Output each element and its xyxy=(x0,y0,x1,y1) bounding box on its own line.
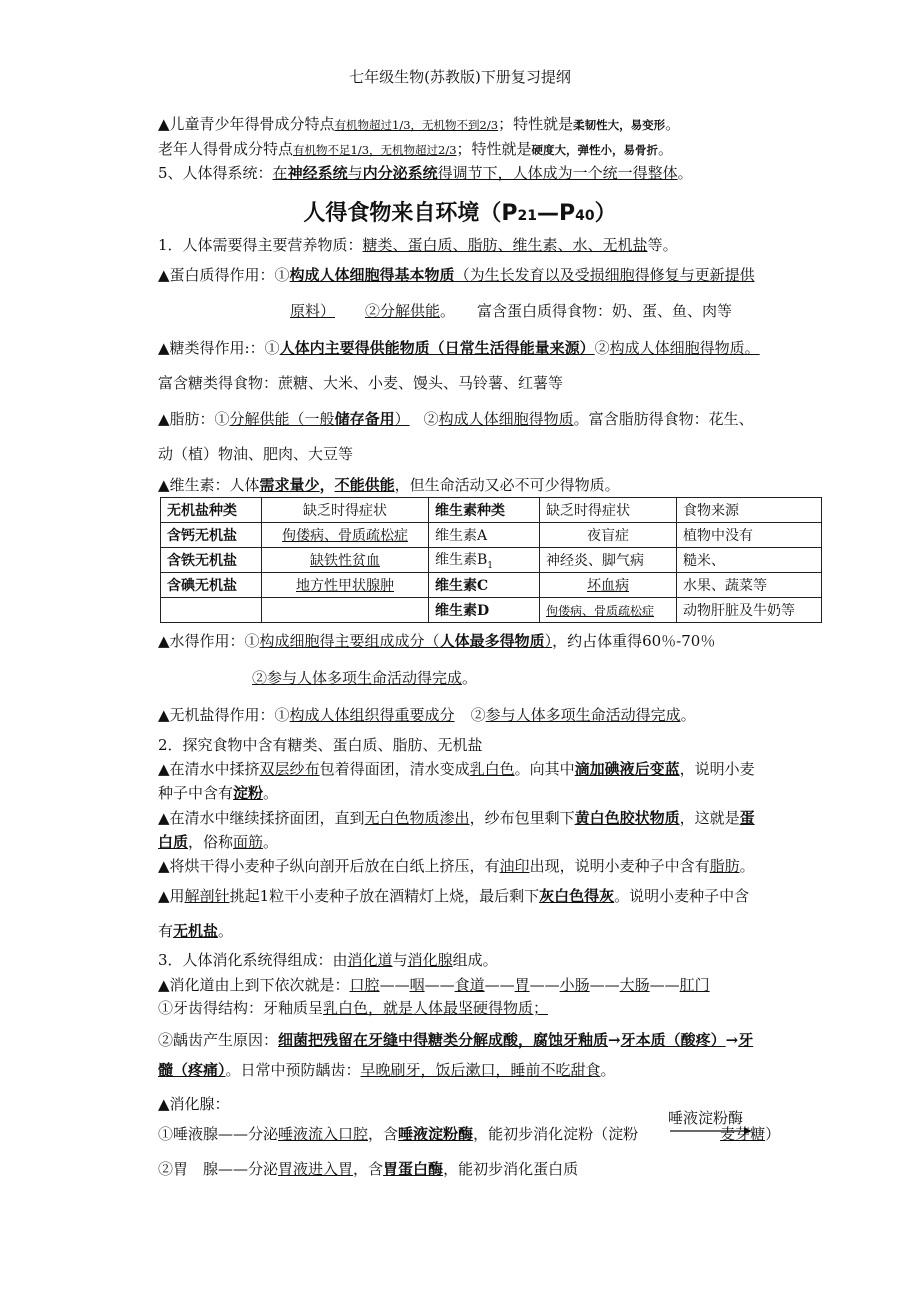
pepsin: 胃蛋白酶 xyxy=(383,1160,444,1178)
text: ▲蛋白质得作用：① xyxy=(158,266,290,284)
dissecting-needle: 解剖针 xyxy=(184,887,230,905)
table-cell: 坏血病 xyxy=(540,573,677,598)
text: ，说明小麦 xyxy=(679,760,755,778)
arrow: → xyxy=(725,1031,739,1049)
table-cell xyxy=(161,598,262,623)
tract-organ: 食道 xyxy=(454,976,485,994)
tract-line xyxy=(158,975,710,995)
text: 与 xyxy=(392,951,408,969)
fat-foods-line xyxy=(158,444,353,464)
text: 无白色物质渗出 xyxy=(364,809,470,827)
text: 。 xyxy=(462,669,478,687)
protein-line-2 xyxy=(290,301,732,321)
experiment-fat-line xyxy=(158,856,755,876)
text: 。向其中 xyxy=(514,760,575,778)
table-row xyxy=(161,523,822,548)
page-header: 七年级生物(苏教版)下册复习提纲 xyxy=(349,68,571,86)
vitamin-need: 需求量少 xyxy=(259,476,320,494)
text: 3．人体消化系统得组成：由 xyxy=(158,951,348,969)
text: ▲糖类得作用:：① xyxy=(158,339,280,357)
fat-storage: 储存备用 xyxy=(334,410,395,428)
text: ▲维生素：人体 xyxy=(158,476,260,494)
text: ，俗称 xyxy=(188,833,234,851)
tract-organ: 肛门 xyxy=(679,976,710,994)
gluten-substance: 黄白色胶状物质 xyxy=(574,809,680,827)
title-text: ） xyxy=(594,201,617,226)
text: 。 xyxy=(218,922,234,940)
maltose: 麦芽糖 xyxy=(720,1125,766,1143)
old-bone-composition: 有机物不足1/3，无机物超过2/3 xyxy=(293,143,457,157)
text: ▲用 xyxy=(158,887,185,905)
text: ② xyxy=(470,706,486,724)
gluten: 面筋 xyxy=(233,833,264,851)
table-header: 无机盐种类 xyxy=(161,498,262,523)
arrow: → xyxy=(608,1031,621,1049)
sugar-foods-line xyxy=(158,373,563,393)
separator: —— xyxy=(484,976,515,994)
protein-role-2: ②分解供能 xyxy=(365,302,441,320)
separator: —— xyxy=(529,976,560,994)
text: ▲水得作用：① xyxy=(158,632,260,650)
text: ） xyxy=(544,632,553,650)
tract-organ: 大肠 xyxy=(619,976,650,994)
vitamin-b-label: 维生素B xyxy=(435,552,488,569)
digestion-title xyxy=(158,950,498,970)
inorganic-salt: 无机盐 xyxy=(173,922,219,940)
text: ， xyxy=(319,476,335,494)
table-cell: 动物肝脏及牛奶等 xyxy=(677,598,822,623)
saliva-line xyxy=(158,1124,780,1144)
old-bone-trait: 硬度大，弹性小，易骨折 xyxy=(531,143,659,157)
text: 。富含脂肪得食物：花生、 xyxy=(573,410,754,428)
text: ，能初步消化蛋白质 xyxy=(443,1160,579,1178)
subscript: 1 xyxy=(487,560,494,571)
table-cell xyxy=(429,548,540,573)
separator: —— xyxy=(424,976,455,994)
text: ；特性就是 xyxy=(456,140,532,158)
text: 。 xyxy=(600,1061,616,1079)
table-cell xyxy=(262,598,429,623)
experiment-starch-line xyxy=(158,759,755,779)
table-header: 缺乏时得症状 xyxy=(262,498,429,523)
table-cell: 植物中没有 xyxy=(677,523,822,548)
water-role-2: ②参与人体多项生命活动得完成 xyxy=(252,669,463,687)
digestive-gland: 消化腺 xyxy=(407,951,453,969)
text: ▲在清水中揉挤 xyxy=(158,760,260,778)
nutrient-list: 糖类、蛋白质、脂肪、维生素、水、无机盐 xyxy=(362,236,648,254)
text: 乳白色 xyxy=(469,760,515,778)
dentin: 牙本质（酸疼） xyxy=(620,1031,726,1049)
protein-role: 构成人体细胞得基本物质 xyxy=(289,266,455,284)
text: ，含 xyxy=(368,1125,399,1143)
digestive-tract: 消化道 xyxy=(347,951,393,969)
sugar-foods: 富含糖类得食物：蔗糖、大米、小麦、馒头、马铃薯、红薯等 xyxy=(158,374,564,392)
text: 与 xyxy=(347,164,363,182)
table-cell: 缺铁性贫血 xyxy=(262,548,429,573)
text: 。日常中预防龋齿： xyxy=(225,1061,361,1079)
water-most: 人体最多得物质 xyxy=(439,632,545,650)
experiment-salt-line xyxy=(158,886,749,906)
table-header: 维生素种类 xyxy=(429,498,540,523)
experiment-starch-line-2 xyxy=(158,783,278,803)
text: 种子中含有 xyxy=(158,784,234,802)
experiment-protein-line xyxy=(158,808,755,828)
text: ▲在清水中继续揉挤面团，直到 xyxy=(158,809,365,827)
text: 有 xyxy=(158,922,174,940)
fat: 脂肪 xyxy=(709,857,740,875)
table-header: 缺乏时得症状 xyxy=(540,498,677,523)
table-cell: 维生素C xyxy=(429,573,540,598)
text: 。 xyxy=(658,140,674,158)
water-percent: ，约占体重得60％-70％ xyxy=(552,632,716,650)
text: ② xyxy=(594,339,610,357)
text: ▲儿童青少年得骨成分特点 xyxy=(158,115,335,133)
nervous-system: 神经系统 xyxy=(287,164,348,182)
table-cell: 夜盲症 xyxy=(540,523,677,548)
youth-bone-line xyxy=(158,114,680,135)
table-cell: 地方性甲状腺肿 xyxy=(262,573,429,598)
text: 组成。 xyxy=(452,951,498,969)
text: 5、人体得系统： xyxy=(158,164,273,182)
text: 1．人体需要得主要营养物质： xyxy=(158,236,363,254)
separator: —— xyxy=(589,976,620,994)
iodine-test: 滴加碘液后变蓝 xyxy=(574,760,680,778)
text: 得调节下，人体成为一个统一得整体 xyxy=(437,164,678,182)
text: （为生长发育以及受损细胞得修复与更新提供 xyxy=(454,266,755,284)
pulp: 髓（疼痛） xyxy=(158,1061,226,1079)
text: 。 xyxy=(739,857,755,875)
table-cell: 水果、蔬菜等 xyxy=(677,573,822,598)
caries-line xyxy=(158,1030,753,1050)
table-cell: 糙米、 xyxy=(677,548,822,573)
text: ，就是人体最坚硬得物质； xyxy=(368,999,549,1017)
protein: 白质 xyxy=(158,833,189,851)
table-cell: 维生素A xyxy=(429,523,540,548)
text: 唾液流入口腔 xyxy=(278,1125,369,1143)
nutrient-table xyxy=(160,497,822,623)
salt-role-2: 参与人体多项生命活动得完成 xyxy=(485,706,681,724)
text: （日常生活得能量来源） xyxy=(429,339,595,357)
text: 挑起1粒干小麦种子放在酒精灯上烧，最后剩下 xyxy=(229,887,540,905)
text: ；特性就是 xyxy=(498,115,574,133)
table-cell: 含钙无机盐 xyxy=(161,523,262,548)
endocrine-system: 内分泌系统 xyxy=(362,164,438,182)
text: ▲无机盐得作用：① xyxy=(158,706,290,724)
text: ，纱布包里剩下 xyxy=(469,809,575,827)
text: 乳白色 xyxy=(323,999,369,1017)
sugar-role-2: 构成人体细胞得物质。 xyxy=(609,339,760,357)
title-text: 人得食物来自环境（P xyxy=(303,201,518,226)
nutrients-line xyxy=(158,235,678,255)
text: ▲消化道由上到下依次就是： xyxy=(158,976,350,994)
text: ，含 xyxy=(353,1160,384,1178)
caries-prevention: 早晚刷牙，饭后漱口，睡前不吃甜食 xyxy=(360,1061,601,1079)
water-line-2 xyxy=(252,668,477,688)
table-row xyxy=(161,548,822,573)
text: 。 xyxy=(680,706,696,724)
section-title xyxy=(0,196,920,227)
text: 。 xyxy=(440,302,456,320)
text: 原料） xyxy=(290,302,336,320)
title-page-start: 21 xyxy=(517,208,537,224)
text: 等。 xyxy=(647,236,678,254)
text: ②胃 腺——分泌 xyxy=(158,1160,279,1178)
vitamin-no-energy: 不能供能 xyxy=(334,476,395,494)
text: 。 xyxy=(263,833,279,851)
text: ） xyxy=(394,410,410,428)
protein: 蛋 xyxy=(739,809,755,827)
fat-foods: 动（植）物油、肥肉、大豆等 xyxy=(158,445,354,463)
table-cell: 维生素D xyxy=(429,598,540,623)
tract-organ: 咽 xyxy=(409,976,425,994)
experiment-protein-line-2 xyxy=(158,832,278,852)
text: ▲脂肪：① xyxy=(158,410,230,428)
table-row xyxy=(161,598,822,623)
text: 。 xyxy=(263,784,279,802)
table-cell: 佝偻病、骨质疏松症 xyxy=(540,598,677,623)
enzyme-label: 唾液淀粉酶 xyxy=(668,1109,744,1127)
text: 老年人得骨成分特点 xyxy=(158,140,294,158)
text: ） xyxy=(765,1125,781,1143)
glands-title: ▲消化腺： xyxy=(158,1095,230,1113)
text: ，但生命活动又必不可少得物质。 xyxy=(394,476,620,494)
old-bone-line xyxy=(158,139,673,160)
text: 包着得面团，清水变成 xyxy=(319,760,470,778)
experiment-salt-line-2 xyxy=(158,921,233,941)
text: 分解供能（一般 xyxy=(229,410,335,428)
title-page-end: 40 xyxy=(575,208,595,224)
youth-bone-composition: 有机物超过1/3，无机物不到2/3 xyxy=(334,118,499,132)
text: 。说明小麦种子中含 xyxy=(614,887,750,905)
text: 。 xyxy=(665,115,681,133)
text: 在 xyxy=(272,164,288,182)
vitamin-line xyxy=(158,475,620,495)
separator: —— xyxy=(379,976,410,994)
text: ①牙齿得结构：牙釉质呈 xyxy=(158,999,324,1017)
text: ，能初步消化淀粉（淀粉 xyxy=(473,1125,639,1143)
caries-cause: 细菌把残留在牙缝中得糖类分解成酸，腐蚀牙釉质 xyxy=(278,1031,609,1049)
salivary-amylase: 唾液淀粉酶 xyxy=(398,1125,474,1143)
salt-role: 构成人体组织得重要成分 xyxy=(289,706,455,724)
starch: 淀粉 xyxy=(233,784,264,802)
text: 构成细胞得主要组成成分（ xyxy=(259,632,440,650)
text: ②龋齿产生原因： xyxy=(158,1031,279,1049)
text: 胃液进入胃 xyxy=(278,1160,354,1178)
text: 双层纱布 xyxy=(259,760,320,778)
pulp: 牙 xyxy=(738,1031,754,1049)
text: ，这就是 xyxy=(679,809,740,827)
table-cell: 含碘无机盐 xyxy=(161,573,262,598)
water-line xyxy=(158,631,715,651)
table-header-row xyxy=(161,498,822,523)
sugar-role: 人体内主要得供能物质 xyxy=(279,339,430,357)
text: 。 xyxy=(677,164,693,182)
tract-organ: 小肠 xyxy=(559,976,590,994)
protein-foods: 富含蛋白质得食物：奶、蛋、鱼、肉等 xyxy=(477,302,733,320)
body-system-line xyxy=(158,163,693,183)
caries-line-2 xyxy=(158,1060,616,1080)
stomach-line xyxy=(158,1159,578,1179)
table-cell: 佝偻病、骨质疏松症 xyxy=(262,523,429,548)
fat-role-2: 构成人体细胞得物质 xyxy=(438,410,574,428)
text: ▲将烘干得小麦种子纵向剖开后放在白纸上挤压，有 xyxy=(158,857,500,875)
text: ② xyxy=(423,410,439,428)
tract-organ: 口腔 xyxy=(349,976,380,994)
separator: —— xyxy=(649,976,680,994)
salt-line xyxy=(158,705,696,725)
protein-line xyxy=(158,265,755,285)
title-text: —P xyxy=(536,201,576,226)
text: 出现，说明小麦种子中含有 xyxy=(529,857,710,875)
table-row xyxy=(161,573,822,598)
table-cell: 神经炎、脚气病 xyxy=(540,548,677,573)
text: ①唾液腺——分泌 xyxy=(158,1125,279,1143)
ash: 灰白色得灰 xyxy=(539,887,615,905)
table-cell: 含铁无机盐 xyxy=(161,548,262,573)
youth-bone-trait: 柔韧性大，易变形 xyxy=(573,118,666,132)
tract-organ: 胃 xyxy=(514,976,530,994)
fat-line xyxy=(158,409,754,429)
experiment-title: 2．探究食物中含有糖类、蛋白质、脂肪、无机盐 xyxy=(158,736,483,754)
sugar-line xyxy=(158,338,760,358)
oil-print: 油印 xyxy=(499,857,530,875)
table-header: 食物来源 xyxy=(677,498,822,523)
teeth-line xyxy=(158,998,548,1018)
